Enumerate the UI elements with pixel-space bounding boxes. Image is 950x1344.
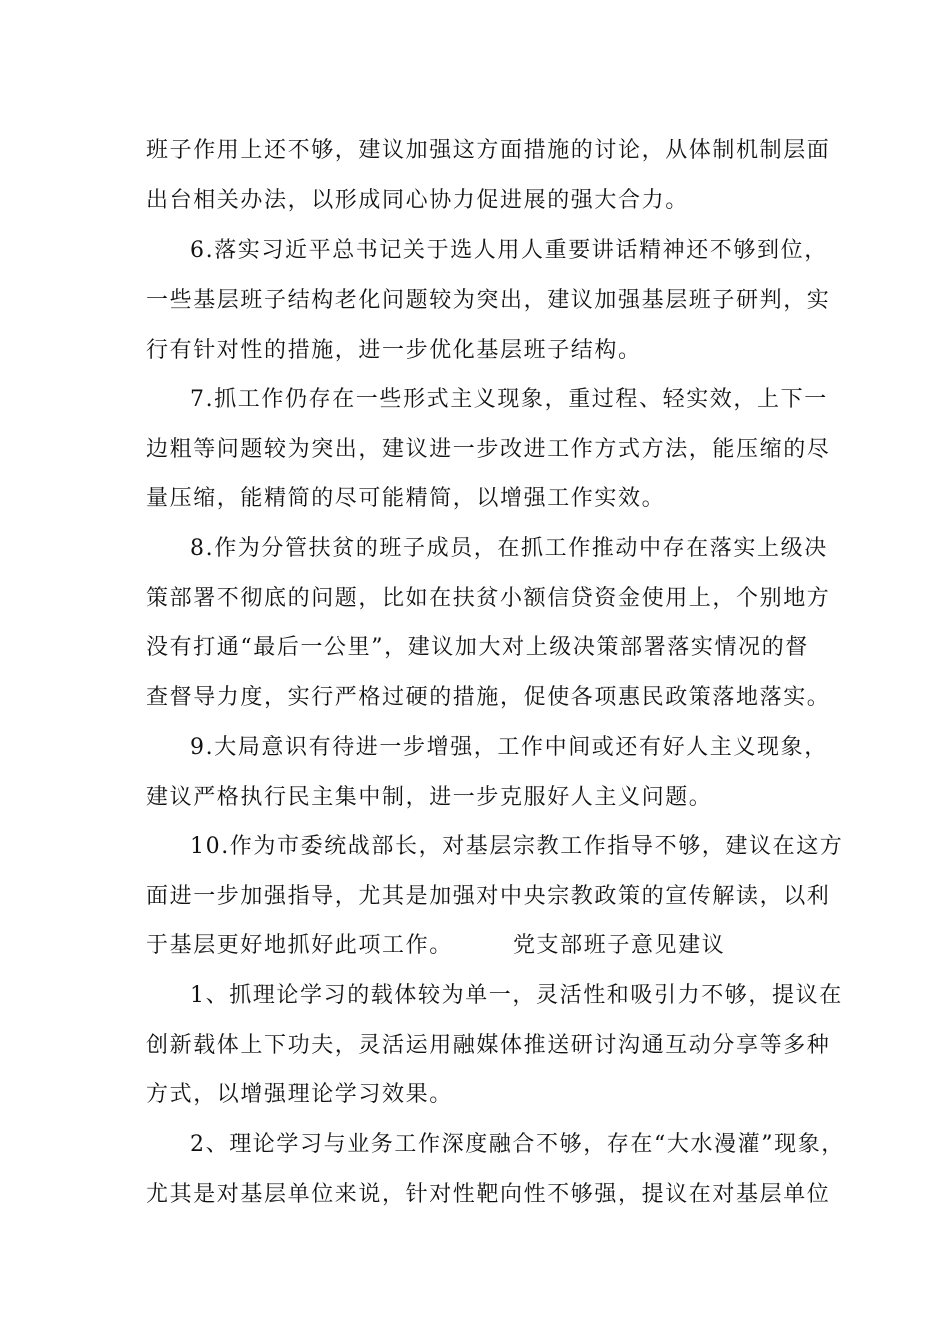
text-line: 创新载体上下功夫，灵活运用融媒体推送研讨沟通互动分享等多种 xyxy=(146,1033,831,1058)
text-line: 建议严格执行民主集中制，进一步克服好人主义问题。 xyxy=(146,785,713,810)
text-line: 于基层更好地抓好此项工作。 党支部班子意见建议 xyxy=(146,933,726,958)
text-line: 8.作为分管扶贫的班子成员，在抓工作推动中存在落实上级决 xyxy=(190,536,828,561)
text-line: 尤其是对基层单位来说，针对性靶向性不够强，提议在对基层单位 xyxy=(146,1182,831,1207)
text-line: 6.落实习近平总书记关于选人用人重要讲话精神还不够到位， xyxy=(190,238,828,263)
text-line: 查督导力度，实行严格过硬的措施，促使各项惠民政策落地落实。 xyxy=(146,685,831,710)
text-line: 行有针对性的措施，进一步优化基层班子结构。 xyxy=(146,338,642,363)
text-line: 班子作用上还不够，建议加强这方面措施的讨论，从体制机制层面 xyxy=(146,138,831,163)
text-line: 出台相关办法，以形成同心协力促进展的强大合力。 xyxy=(146,188,689,213)
text-line: 1、抓理论学习的载体较为单一，灵活性和吸引力不够，提议在 xyxy=(190,983,843,1008)
text-line: 10.作为市委统战部长，对基层宗教工作指导不够，建议在这方 xyxy=(190,834,844,859)
text-line: 策部署不彻底的问题，比如在扶贫小额信贷资金使用上，个别地方 xyxy=(146,586,831,611)
text-line: 面进一步加强指导，尤其是加强对中央宗教政策的宣传解读，以利 xyxy=(146,884,831,909)
text-line: 方式，以增强理论学习效果。 xyxy=(146,1082,453,1107)
text-line: 2、理论学习与业务工作深度融合不够，存在“大水漫灌”现象， xyxy=(190,1132,845,1157)
text-line: 一些基层班子结构老化问题较为突出，建议加强基层班子研判，实 xyxy=(146,288,831,313)
text-line: 9.大局意识有待进一步增强，工作中间或还有好人主义现象， xyxy=(190,735,828,760)
text-line: 量压缩，能精简的尽可能精简，以增强工作实效。 xyxy=(146,486,666,511)
text-line: 边粗等问题较为突出，建议进一步改进工作方式方法，能压缩的尽 xyxy=(146,437,831,462)
text-line: 7.抓工作仍存在一些形式主义现象，重过程、轻实效，上下一 xyxy=(190,387,828,412)
text-line: 没有打通“最后一公里”，建议加大对上级决策部署落实情况的督 xyxy=(146,635,809,660)
